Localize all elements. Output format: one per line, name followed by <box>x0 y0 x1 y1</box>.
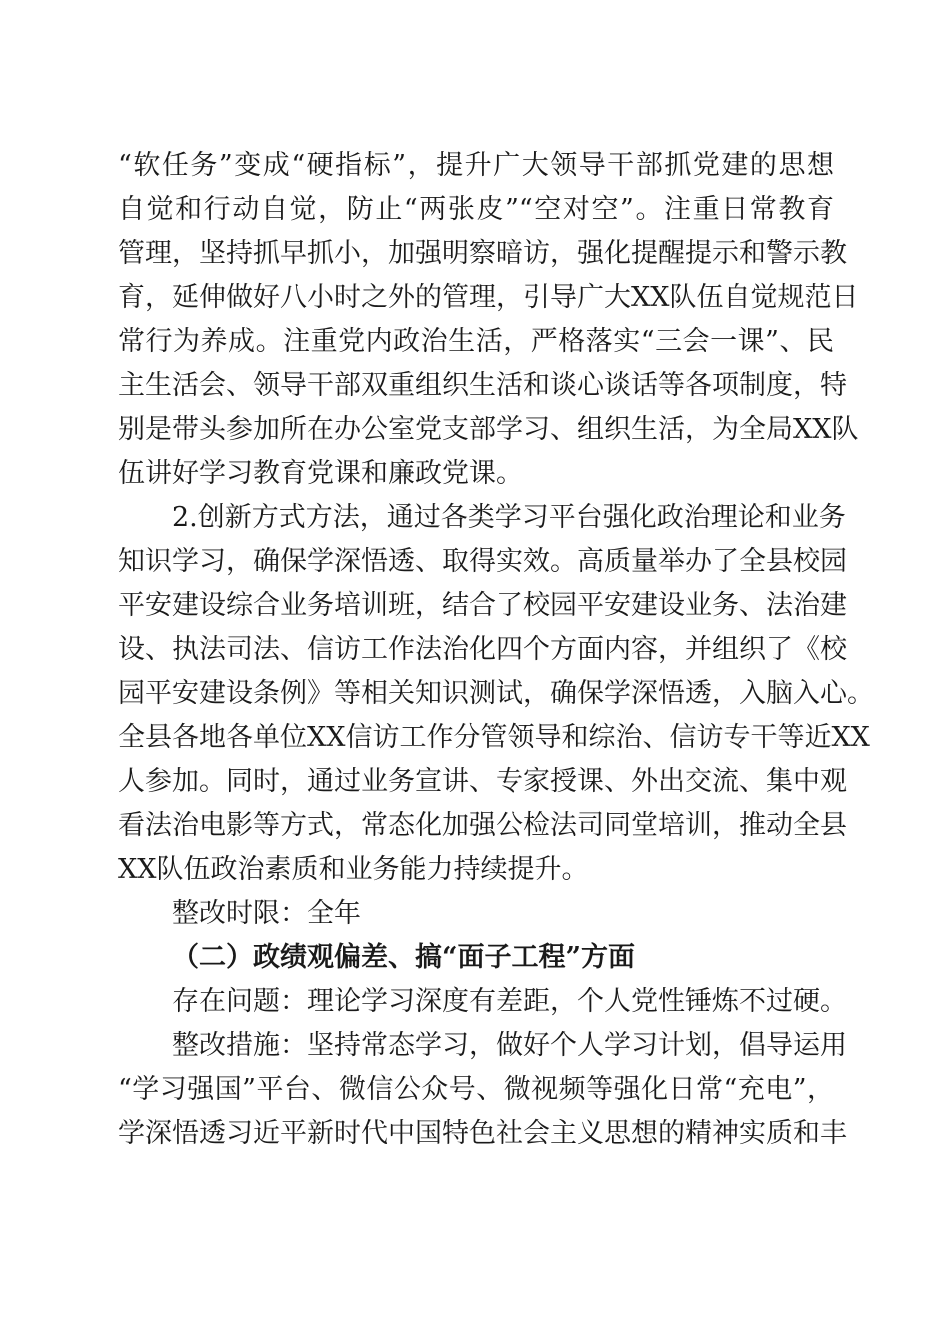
text-line: 存在问题：理论学习深度有差距，个人党性锤炼不过硬。 <box>172 986 847 1017</box>
text-line: 管理，坚持抓早抓小，加强明察暗访，强化提醒提示和警示教 <box>118 238 847 269</box>
text-line: 看法治电影等方式，常态化加强公检法司同堂培训，推动全县 <box>118 810 847 841</box>
text-line: 育，延伸做好八小时之外的管理，引导广大XX队伍自觉规范日 <box>118 282 859 313</box>
section-heading: （二）政绩观偏差、搞“面子工程”方面 <box>172 942 636 973</box>
text-line: 设、执法司法、信访工作法治化四个方面内容，并组织了《校 <box>118 634 847 665</box>
document-body <box>118 144 874 1156</box>
text-line: 常行为养成。注重党内政治生活，严格落实“三会一课”、民 <box>118 326 834 357</box>
text-line: 整改措施：坚持常态学习，做好个人学习计划，倡导运用 <box>172 1030 847 1061</box>
text-line: 平安建设综合业务培训班，结合了校园平安建设业务、法治建 <box>118 590 847 621</box>
text-line: 主生活会、领导干部双重组织生活和谈心谈话等各项制度，特 <box>118 370 847 401</box>
text-line: 别是带头参加所在办公室党支部学习、组织生活，为全局XX队 <box>118 414 859 445</box>
text-line: 全县各地各单位XX信访工作分管领导和综治、信访专干等近XX <box>118 722 870 753</box>
text-line: “学习强国”平台、微信公众号、微视频等强化日常“充电”， <box>118 1074 834 1105</box>
text-line: 整改时限：全年 <box>172 898 361 929</box>
text-line: 自觉和行动自觉，防止“两张皮”“空对空”。注重日常教育 <box>118 194 834 225</box>
text-line: XX队伍政治素质和业务能力持续提升。 <box>118 854 589 885</box>
text-line: 学深悟透习近平新时代中国特色社会主义思想的精神实质和丰 <box>118 1118 847 1149</box>
text-line: “软任务”变成“硬指标”，提升广大领导干部抓党建的思想 <box>118 150 834 181</box>
text-line: 伍讲好学习教育党课和廉政党课。 <box>118 458 523 489</box>
text-line: 人参加。同时，通过业务宣讲、专家授课、外出交流、集中观 <box>118 766 847 797</box>
text-line: 2.创新方式方法，通过各类学习平台强化政治理论和业务 <box>172 502 846 533</box>
text-line: 园平安建设条例》等相关知识测试，确保学深悟透，入脑入心。 <box>118 678 874 709</box>
text-line: 知识学习，确保学深悟透、取得实效。高质量举办了全县校园 <box>118 546 847 577</box>
